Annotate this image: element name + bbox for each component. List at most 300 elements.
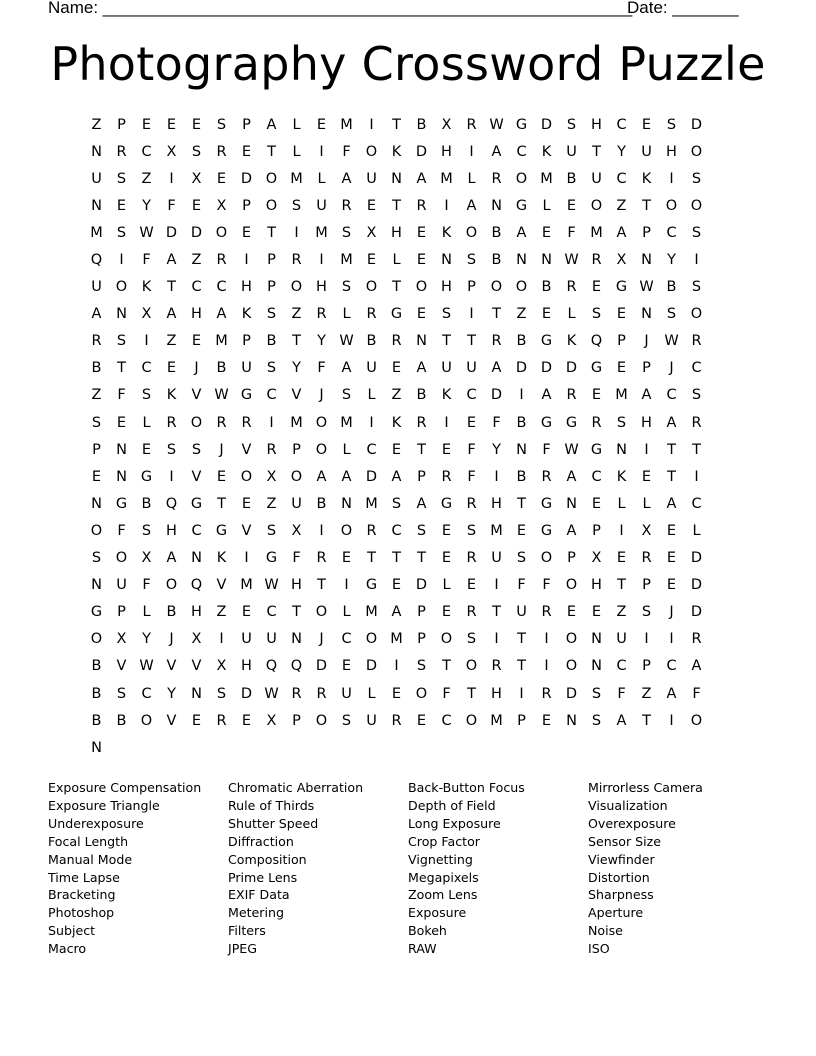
grid-cell[interactable]: I <box>544 631 549 648</box>
grid-cell[interactable]: B <box>666 279 677 296</box>
grid-cell[interactable]: A <box>641 387 652 404</box>
grid-cell[interactable]: C <box>141 685 152 702</box>
grid-cell[interactable]: N <box>566 712 577 729</box>
grid-cell[interactable]: R <box>366 522 377 539</box>
grid-cell[interactable]: V <box>191 387 202 404</box>
grid-cell[interactable]: I <box>669 170 674 187</box>
grid-cell[interactable]: O <box>315 604 328 621</box>
name-field-label[interactable]: Name: ________________________________________________________ <box>48 0 633 17</box>
grid-cell[interactable]: G <box>515 197 528 214</box>
grid-cell[interactable]: W <box>339 333 354 350</box>
grid-cell[interactable]: Z <box>216 604 227 621</box>
grid-cell[interactable]: N <box>91 577 102 594</box>
grid-cell[interactable]: A <box>316 468 327 485</box>
grid-cell[interactable]: W <box>639 279 654 296</box>
grid-cell[interactable]: X <box>291 522 302 539</box>
grid-cell[interactable]: I <box>169 170 174 187</box>
grid-cell[interactable]: R <box>416 414 427 431</box>
grid-cell[interactable]: L <box>542 197 551 214</box>
grid-cell[interactable]: O <box>290 279 303 296</box>
grid-cell[interactable]: S <box>666 306 677 323</box>
grid-cell[interactable]: Z <box>616 604 627 621</box>
grid-cell[interactable]: O <box>115 550 128 567</box>
grid-cell[interactable]: J <box>319 387 324 404</box>
grid-cell[interactable]: C <box>366 441 377 458</box>
grid-cell[interactable]: O <box>440 631 453 648</box>
grid-cell[interactable]: N <box>516 441 527 458</box>
grid-cell[interactable]: X <box>141 550 152 567</box>
grid-cell[interactable]: U <box>366 712 377 729</box>
grid-cell[interactable]: A <box>666 414 677 431</box>
grid-cell[interactable]: B <box>366 333 377 350</box>
grid-cell[interactable]: D <box>490 387 503 404</box>
grid-cell[interactable]: U <box>241 631 252 648</box>
grid-cell[interactable]: C <box>666 658 677 675</box>
grid-cell[interactable]: X <box>191 170 202 187</box>
grid-cell[interactable]: V <box>241 522 252 539</box>
grid-cell[interactable]: C <box>191 522 202 539</box>
grid-cell[interactable]: E <box>216 170 227 187</box>
grid-cell[interactable]: N <box>291 631 302 648</box>
grid-cell[interactable]: N <box>191 685 202 702</box>
grid-cell[interactable]: R <box>291 252 302 269</box>
grid-cell[interactable]: E <box>591 495 602 512</box>
grid-cell[interactable]: I <box>294 224 299 241</box>
grid-cell[interactable]: K <box>441 224 452 241</box>
grid-cell[interactable]: E <box>366 197 377 214</box>
grid-cell[interactable]: T <box>667 468 676 485</box>
grid-cell[interactable]: L <box>292 143 301 160</box>
grid-cell[interactable]: R <box>391 333 402 350</box>
grid-cell[interactable]: M <box>615 387 628 404</box>
grid-cell[interactable]: I <box>394 658 399 675</box>
grid-cell[interactable]: T <box>467 333 476 350</box>
grid-cell[interactable]: E <box>391 360 402 377</box>
grid-cell[interactable]: A <box>616 224 627 241</box>
grid-cell[interactable]: O <box>265 197 278 214</box>
word-search-grid[interactable] <box>84 111 709 761</box>
grid-cell[interactable]: T <box>492 306 501 323</box>
grid-cell[interactable]: T <box>492 604 501 621</box>
grid-cell[interactable]: E <box>441 550 452 567</box>
grid-cell[interactable]: E <box>391 441 402 458</box>
grid-cell[interactable]: E <box>341 550 352 567</box>
grid-cell[interactable]: O <box>515 170 528 187</box>
grid-cell[interactable]: W <box>139 224 154 241</box>
grid-cell[interactable]: D <box>415 143 428 160</box>
grid-cell[interactable]: B <box>141 495 152 512</box>
grid-cell[interactable]: T <box>417 441 426 458</box>
grid-cell[interactable]: S <box>266 360 277 377</box>
grid-cell[interactable]: R <box>316 550 327 567</box>
grid-cell[interactable]: M <box>240 577 253 594</box>
grid-cell[interactable]: S <box>341 279 352 296</box>
grid-cell[interactable]: X <box>441 116 452 133</box>
grid-cell[interactable]: Z <box>91 116 102 133</box>
grid-cell[interactable]: U <box>616 631 627 648</box>
grid-cell[interactable]: D <box>365 468 378 485</box>
grid-cell[interactable]: M <box>340 252 353 269</box>
grid-cell[interactable]: E <box>591 387 602 404</box>
grid-cell[interactable]: S <box>591 306 602 323</box>
grid-cell[interactable]: S <box>191 143 202 160</box>
grid-cell[interactable]: M <box>490 522 503 539</box>
grid-cell[interactable]: G <box>215 522 228 539</box>
grid-cell[interactable]: N <box>616 441 627 458</box>
grid-cell[interactable]: O <box>240 468 253 485</box>
date-field-label[interactable]: Date: _______ <box>627 0 739 17</box>
grid-cell[interactable]: T <box>367 550 376 567</box>
grid-cell[interactable]: W <box>564 441 579 458</box>
grid-cell[interactable]: C <box>691 495 702 512</box>
grid-cell[interactable]: U <box>491 550 502 567</box>
grid-cell[interactable]: Q <box>590 333 603 350</box>
grid-cell[interactable]: E <box>141 441 152 458</box>
grid-cell[interactable]: C <box>441 712 452 729</box>
grid-cell[interactable]: P <box>292 441 301 458</box>
grid-cell[interactable]: O <box>565 577 578 594</box>
grid-cell[interactable]: S <box>341 224 352 241</box>
grid-cell[interactable]: E <box>241 495 252 512</box>
grid-cell[interactable]: C <box>141 143 152 160</box>
grid-cell[interactable]: C <box>216 279 227 296</box>
grid-cell[interactable]: S <box>266 306 277 323</box>
grid-cell[interactable]: A <box>491 360 502 377</box>
grid-cell[interactable]: W <box>664 333 679 350</box>
grid-cell[interactable]: B <box>91 685 102 702</box>
grid-cell[interactable]: J <box>194 360 199 377</box>
grid-cell[interactable]: F <box>142 252 151 269</box>
grid-cell[interactable]: K <box>216 550 227 567</box>
grid-cell[interactable]: B <box>166 604 177 621</box>
grid-cell[interactable]: I <box>319 143 324 160</box>
grid-cell[interactable]: X <box>141 306 152 323</box>
grid-cell[interactable]: O <box>465 224 478 241</box>
grid-cell[interactable]: O <box>340 522 353 539</box>
grid-cell[interactable]: E <box>166 116 177 133</box>
grid-cell[interactable]: A <box>491 143 502 160</box>
grid-cell[interactable]: S <box>166 441 177 458</box>
grid-cell[interactable]: B <box>116 712 127 729</box>
grid-cell[interactable]: E <box>641 116 652 133</box>
grid-cell[interactable]: M <box>315 224 328 241</box>
grid-cell[interactable]: O <box>215 224 228 241</box>
grid-cell[interactable]: P <box>592 522 601 539</box>
grid-cell[interactable]: T <box>392 116 401 133</box>
grid-cell[interactable]: T <box>642 712 651 729</box>
grid-cell[interactable]: S <box>341 712 352 729</box>
grid-cell[interactable]: P <box>517 712 526 729</box>
grid-cell[interactable]: U <box>591 170 602 187</box>
grid-cell[interactable]: E <box>116 197 127 214</box>
grid-cell[interactable]: I <box>494 577 499 594</box>
grid-cell[interactable]: E <box>591 279 602 296</box>
grid-cell[interactable]: N <box>441 252 452 269</box>
grid-cell[interactable]: C <box>691 360 702 377</box>
grid-cell[interactable]: B <box>516 333 527 350</box>
grid-cell[interactable]: D <box>240 685 253 702</box>
grid-cell[interactable]: H <box>391 224 402 241</box>
grid-cell[interactable]: F <box>567 224 576 241</box>
grid-cell[interactable]: Y <box>317 333 326 350</box>
grid-cell[interactable]: T <box>217 495 226 512</box>
grid-cell[interactable]: M <box>490 712 503 729</box>
grid-cell[interactable]: M <box>440 170 453 187</box>
grid-cell[interactable]: Z <box>641 685 652 702</box>
grid-cell[interactable]: D <box>540 116 553 133</box>
grid-cell[interactable]: L <box>442 577 451 594</box>
grid-cell[interactable]: N <box>91 739 102 756</box>
grid-cell[interactable]: D <box>565 360 578 377</box>
grid-cell[interactable]: G <box>265 550 278 567</box>
grid-cell[interactable]: C <box>466 387 477 404</box>
grid-cell[interactable]: U <box>366 360 377 377</box>
grid-cell[interactable]: X <box>591 550 602 567</box>
grid-cell[interactable]: R <box>316 306 327 323</box>
grid-cell[interactable]: R <box>116 143 127 160</box>
grid-cell[interactable]: T <box>642 197 651 214</box>
grid-cell[interactable]: I <box>244 550 249 567</box>
grid-cell[interactable]: A <box>666 685 677 702</box>
grid-cell[interactable]: E <box>241 604 252 621</box>
grid-cell[interactable]: F <box>442 685 451 702</box>
grid-cell[interactable]: L <box>292 116 301 133</box>
grid-cell[interactable]: N <box>116 441 127 458</box>
grid-cell[interactable]: E <box>591 604 602 621</box>
grid-cell[interactable]: B <box>491 252 502 269</box>
grid-cell[interactable]: A <box>166 252 177 269</box>
grid-cell[interactable]: Z <box>516 306 527 323</box>
grid-cell[interactable]: A <box>341 170 352 187</box>
grid-cell[interactable]: T <box>292 604 301 621</box>
grid-cell[interactable]: S <box>116 224 127 241</box>
grid-cell[interactable]: T <box>392 550 401 567</box>
grid-cell[interactable]: U <box>241 360 252 377</box>
grid-cell[interactable]: I <box>644 631 649 648</box>
grid-cell[interactable]: U <box>91 170 102 187</box>
grid-cell[interactable]: R <box>341 197 352 214</box>
grid-cell[interactable]: T <box>292 333 301 350</box>
grid-cell[interactable]: K <box>241 306 252 323</box>
grid-cell[interactable]: Y <box>667 252 676 269</box>
grid-cell[interactable]: K <box>391 414 402 431</box>
grid-cell[interactable]: B <box>216 360 227 377</box>
grid-cell[interactable]: R <box>466 116 477 133</box>
grid-cell[interactable]: O <box>415 685 428 702</box>
grid-cell[interactable]: U <box>516 604 527 621</box>
grid-cell[interactable]: C <box>616 116 627 133</box>
grid-cell[interactable]: F <box>292 550 301 567</box>
grid-cell[interactable]: N <box>91 197 102 214</box>
grid-cell[interactable]: E <box>666 577 677 594</box>
grid-cell[interactable]: J <box>169 631 174 648</box>
grid-cell[interactable]: G <box>515 116 528 133</box>
grid-cell[interactable]: S <box>391 495 402 512</box>
grid-cell[interactable]: I <box>369 116 374 133</box>
grid-cell[interactable]: C <box>616 658 627 675</box>
grid-cell[interactable]: M <box>340 414 353 431</box>
grid-cell[interactable]: Q <box>290 658 303 675</box>
grid-cell[interactable]: P <box>642 224 651 241</box>
grid-cell[interactable]: Q <box>265 658 278 675</box>
grid-cell[interactable]: O <box>365 143 378 160</box>
grid-cell[interactable]: I <box>619 522 624 539</box>
grid-cell[interactable]: M <box>290 414 303 431</box>
grid-cell[interactable]: H <box>491 495 502 512</box>
grid-cell[interactable]: J <box>644 333 649 350</box>
grid-cell[interactable]: I <box>494 468 499 485</box>
grid-cell[interactable]: I <box>144 333 149 350</box>
grid-cell[interactable]: A <box>616 712 627 729</box>
grid-cell[interactable]: L <box>367 387 376 404</box>
grid-cell[interactable]: Q <box>190 577 203 594</box>
grid-cell[interactable]: I <box>694 252 699 269</box>
grid-cell[interactable]: I <box>694 468 699 485</box>
grid-cell[interactable]: F <box>542 441 551 458</box>
grid-cell[interactable]: M <box>540 170 553 187</box>
grid-cell[interactable]: R <box>316 685 327 702</box>
grid-cell[interactable]: E <box>416 306 427 323</box>
grid-cell[interactable]: R <box>541 604 552 621</box>
grid-cell[interactable]: B <box>516 468 527 485</box>
grid-cell[interactable]: R <box>591 252 602 269</box>
grid-cell[interactable]: R <box>441 468 452 485</box>
grid-cell[interactable]: B <box>541 279 552 296</box>
grid-cell[interactable]: R <box>416 197 427 214</box>
grid-cell[interactable]: D <box>565 685 578 702</box>
grid-cell[interactable]: P <box>267 279 276 296</box>
grid-cell[interactable]: Z <box>91 387 102 404</box>
grid-cell[interactable]: P <box>417 604 426 621</box>
grid-cell[interactable]: A <box>416 170 427 187</box>
grid-cell[interactable]: Z <box>391 387 402 404</box>
grid-cell[interactable]: S <box>466 522 477 539</box>
grid-cell[interactable]: L <box>317 170 326 187</box>
grid-cell[interactable]: F <box>492 414 501 431</box>
grid-cell[interactable]: P <box>417 468 426 485</box>
grid-cell[interactable]: X <box>266 712 277 729</box>
grid-cell[interactable]: H <box>641 414 652 431</box>
grid-cell[interactable]: I <box>644 441 649 458</box>
grid-cell[interactable]: K <box>566 333 577 350</box>
grid-cell[interactable]: R <box>491 170 502 187</box>
grid-cell[interactable]: B <box>266 333 277 350</box>
grid-cell[interactable]: N <box>116 468 127 485</box>
grid-cell[interactable]: L <box>342 604 351 621</box>
grid-cell[interactable]: S <box>441 306 452 323</box>
grid-cell[interactable]: E <box>366 252 377 269</box>
grid-cell[interactable]: O <box>315 441 328 458</box>
grid-cell[interactable]: K <box>641 170 652 187</box>
grid-cell[interactable]: H <box>591 116 602 133</box>
grid-cell[interactable]: C <box>391 522 402 539</box>
grid-cell[interactable]: R <box>91 333 102 350</box>
grid-cell[interactable]: F <box>617 685 626 702</box>
grid-cell[interactable]: R <box>566 279 577 296</box>
grid-cell[interactable]: O <box>265 170 278 187</box>
grid-cell[interactable]: G <box>190 495 203 512</box>
grid-cell[interactable]: E <box>566 604 577 621</box>
grid-cell[interactable]: U <box>291 495 302 512</box>
grid-cell[interactable]: I <box>444 197 449 214</box>
grid-cell[interactable]: G <box>540 414 553 431</box>
grid-cell[interactable]: A <box>416 495 427 512</box>
grid-cell[interactable]: A <box>341 468 352 485</box>
grid-cell[interactable]: R <box>491 658 502 675</box>
grid-cell[interactable]: R <box>541 685 552 702</box>
grid-cell[interactable]: A <box>341 360 352 377</box>
grid-cell[interactable]: T <box>667 441 676 458</box>
grid-cell[interactable]: F <box>167 197 176 214</box>
grid-cell[interactable]: H <box>591 577 602 594</box>
grid-cell[interactable]: Z <box>291 306 302 323</box>
grid-cell[interactable]: E <box>416 712 427 729</box>
grid-cell[interactable]: U <box>566 143 577 160</box>
grid-cell[interactable]: S <box>416 658 427 675</box>
grid-cell[interactable]: S <box>216 116 227 133</box>
grid-cell[interactable]: S <box>216 685 227 702</box>
grid-cell[interactable]: I <box>344 577 349 594</box>
grid-cell[interactable]: V <box>166 658 177 675</box>
grid-cell[interactable]: E <box>541 224 552 241</box>
grid-cell[interactable]: B <box>316 495 327 512</box>
grid-cell[interactable]: U <box>441 360 452 377</box>
grid-cell[interactable]: O <box>115 279 128 296</box>
grid-cell[interactable]: R <box>291 685 302 702</box>
grid-cell[interactable]: U <box>316 197 327 214</box>
grid-cell[interactable]: E <box>166 360 177 377</box>
grid-cell[interactable]: Z <box>266 495 277 512</box>
grid-cell[interactable]: R <box>466 604 477 621</box>
grid-cell[interactable]: S <box>691 170 702 187</box>
grid-cell[interactable]: R <box>391 712 402 729</box>
grid-cell[interactable]: S <box>466 631 477 648</box>
grid-cell[interactable]: N <box>391 170 402 187</box>
grid-cell[interactable]: E <box>241 224 252 241</box>
grid-cell[interactable]: O <box>590 197 603 214</box>
grid-cell[interactable]: A <box>416 360 427 377</box>
grid-cell[interactable]: B <box>491 224 502 241</box>
grid-cell[interactable]: O <box>565 631 578 648</box>
grid-cell[interactable]: R <box>591 414 602 431</box>
grid-cell[interactable]: R <box>541 468 552 485</box>
grid-cell[interactable]: Y <box>492 441 501 458</box>
grid-cell[interactable]: Y <box>617 143 626 160</box>
grid-cell[interactable]: Z <box>166 333 177 350</box>
grid-cell[interactable]: O <box>140 712 153 729</box>
grid-cell[interactable]: G <box>540 522 553 539</box>
grid-cell[interactable]: H <box>241 658 252 675</box>
grid-cell[interactable]: O <box>90 631 103 648</box>
grid-cell[interactable]: N <box>491 197 502 214</box>
grid-cell[interactable]: L <box>367 685 376 702</box>
grid-cell[interactable]: E <box>541 306 552 323</box>
grid-cell[interactable]: F <box>467 468 476 485</box>
grid-cell[interactable]: R <box>466 550 477 567</box>
grid-cell[interactable]: F <box>517 577 526 594</box>
grid-cell[interactable]: C <box>591 468 602 485</box>
grid-cell[interactable]: S <box>641 604 652 621</box>
grid-cell[interactable]: O <box>665 197 678 214</box>
grid-cell[interactable]: D <box>165 224 178 241</box>
grid-cell[interactable]: A <box>516 224 527 241</box>
grid-cell[interactable]: K <box>141 279 152 296</box>
grid-cell[interactable]: T <box>467 685 476 702</box>
grid-cell[interactable]: R <box>691 333 702 350</box>
grid-cell[interactable]: H <box>191 306 202 323</box>
grid-cell[interactable]: O <box>690 306 703 323</box>
grid-cell[interactable]: T <box>392 279 401 296</box>
